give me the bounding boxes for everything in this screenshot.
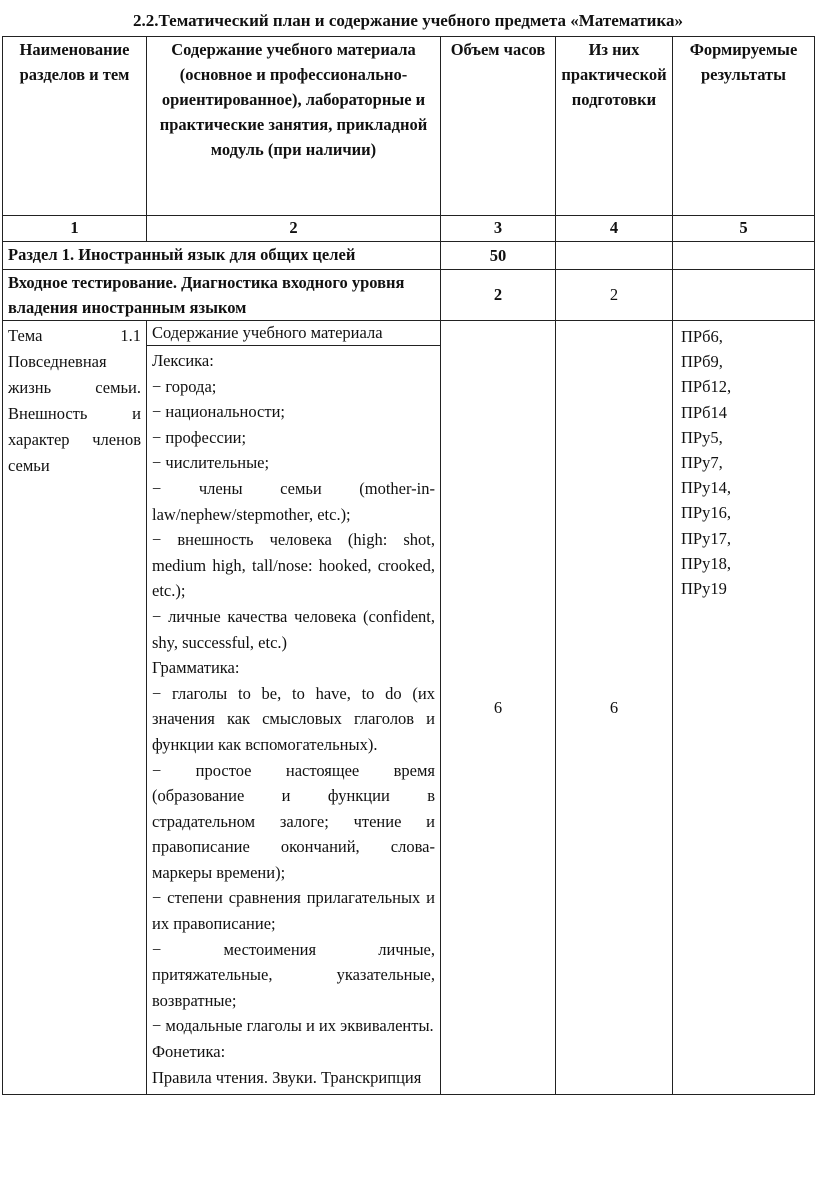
entry-test-label: Входное тестирование. Диагностика входного уровня владения иностранным языком	[3, 270, 441, 321]
section-row	[3, 242, 815, 270]
content-line: − простое настоящее время (образование и функции в страдательном залоге; чтение и правописание окончаний, слова-маркеры времени);	[152, 760, 435, 882]
topic-name	[3, 321, 147, 1095]
result-code: ПРу7,	[681, 453, 723, 473]
content-line: − национальности;	[152, 402, 285, 422]
content-line: − профессии;	[152, 427, 247, 447]
topic-practical: 6	[556, 321, 673, 1095]
content-line: − личные качества человека (confident, shy, successful, etc.)	[152, 606, 435, 652]
result-code: ПРу17,	[681, 528, 731, 548]
column-number: 4	[556, 216, 673, 242]
result-code: ПРб14	[681, 402, 727, 422]
content-line: − местоимения личные, притяжательные, указательные, возвратные;	[152, 939, 435, 1010]
content-line: Правила чтения. Звуки. Транскрипция	[152, 1067, 422, 1087]
document-title: 2.2.Тематический план и содержание учебного предмета «Математика»	[132, 11, 683, 30]
thematic-plan-table	[2, 36, 815, 1095]
content-list	[152, 346, 435, 1094]
content-line: − числительные;	[152, 453, 270, 473]
empty-cell	[556, 242, 673, 270]
result-code: ПРу19	[681, 579, 727, 599]
result-code: ПРу16,	[681, 503, 731, 523]
column-number: 1	[3, 216, 147, 242]
topic-number: 1.1	[120, 326, 141, 345]
entry-test-row	[3, 270, 815, 321]
result-code: ПРу14,	[681, 478, 731, 498]
header-practical: Из них практической подготовки	[556, 37, 673, 216]
topic-label: Тема	[8, 326, 43, 345]
content-line: − члены семьи (mother-in-law/nephew/stepmother, etc.);	[152, 478, 435, 524]
column-number-row	[3, 216, 815, 242]
topic-row	[3, 321, 815, 1095]
content-line: Лексика:	[152, 351, 214, 370]
content-line: − внешность человека (high: shot, medium high, tall/nose: hooked, crooked, etc.);	[152, 530, 435, 601]
content-line: − города;	[152, 376, 217, 396]
header-sections: Наименование разделов и тем	[3, 37, 147, 216]
header-hours: Объем часов	[441, 37, 556, 216]
content-line: Фонетика:	[152, 1042, 226, 1062]
content-header: Содержание учебного материала	[147, 321, 440, 346]
section-label: Раздел 1. Иностранный язык для общих целей	[3, 242, 441, 270]
content-line: − степени сравнения прилагательных и их правописание;	[152, 888, 435, 934]
column-number: 3	[441, 216, 556, 242]
empty-cell	[673, 242, 815, 270]
header-row	[3, 37, 815, 216]
result-code: ПРб6,	[681, 327, 723, 346]
result-code: ПРу18,	[681, 553, 731, 573]
content-line: Грамматика:	[152, 658, 240, 678]
header-content: Содержание учебного материала (основное и профессионально-ориентированное), лабораторные и практические занятия, прикладной модуль (при наличии)	[147, 37, 441, 216]
topic-content	[147, 321, 441, 1095]
entry-test-hours: 2	[441, 270, 556, 321]
result-code: ПРб9,	[681, 352, 723, 372]
empty-cell	[673, 270, 815, 321]
header-results: Формируемые результаты	[673, 37, 815, 216]
topic-hours: 6	[441, 321, 556, 1095]
content-line: − модальные глаголы и их эквиваленты.	[152, 1016, 434, 1036]
column-number: 5	[673, 216, 815, 242]
topic-title: Повседневная жизнь семьи. Внешность и характер членов семьи	[8, 352, 141, 475]
entry-test-practical: 2	[556, 270, 673, 321]
result-code: ПРу5,	[681, 427, 723, 447]
result-code: ПРб12,	[681, 377, 732, 397]
topic-results	[673, 321, 815, 1095]
column-number: 2	[147, 216, 441, 242]
section-hours: 50	[441, 242, 556, 270]
content-line: − глаголы to be, to have, to do (их значения как смысловых глаголов и функции как вспомогательных).	[152, 683, 435, 754]
